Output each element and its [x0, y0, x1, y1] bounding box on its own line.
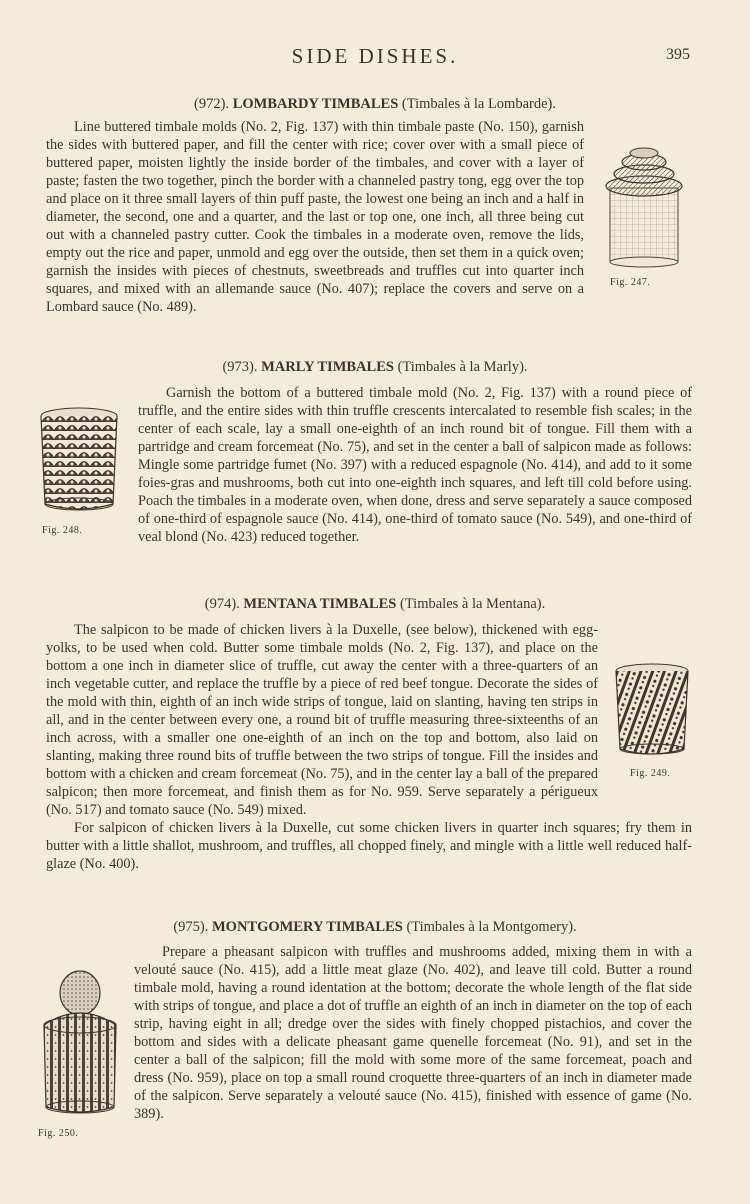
recipe-french-name: (Timbales à la Montgomery).: [406, 919, 577, 935]
figure-248: [30, 404, 128, 540]
recipe-paragraph: Prepare a pheasant salpicon with truffles and mushrooms added, mixing them in with a velouté sauce (No. 415), add a little meat glaze (No. 402), and leave till cold. Butter a round timbale mold, having a round identation at the bottom; decorate the whole length of the flat side with strips of tongue, and place a dot of truffle an eighth of an inch in diameter on the top of each strip, having eight in all; dredge over the sides with finely chopped pistachios, and cover the bottom and sides with a delicate pheasant game quenelle forcemeat (No. 91), and set in the center a ball of the salpicon; fill the mold with some more of the same forcemeat, poach and dress (No. 959), place on top a small round croquette three-quarters of an inch in diameter made of the salpicon. Serve separately a velouté sauce (No. 415), finished with essence of game (No. 389).: [134, 944, 692, 1122]
page-number: 395: [666, 46, 690, 63]
recipe-title-975: [0, 918, 750, 936]
recipe-name: MENTANA TIMBALES: [243, 596, 397, 612]
recipe-name: MONTGOMERY TIMBALES: [211, 919, 403, 935]
figure-caption: Fig. 250.: [38, 1128, 79, 1139]
timbale-lombardy-illustration: [596, 140, 692, 270]
recipe-paragraph: For salpicon of chicken livers à la Duxelle, cut some chicken livers in quarter inch squares; fry them in butter with a little shallot, mushroom, and truffles, all chopped finely, and mingle with a little well reduced half-glaze (No. 400).: [46, 820, 692, 872]
recipe-french-name: (Timbales à la Lombarde).: [401, 96, 556, 112]
recipe-body-973: [42, 384, 692, 546]
figure-caption: Fig. 247.: [610, 277, 651, 288]
recipe-body-972: [46, 118, 692, 316]
recipe-number: (975).: [173, 919, 209, 935]
timbale-marly-illustration: [30, 404, 128, 516]
recipe-name: LOMBARDY TIMBALES: [232, 96, 399, 112]
figure-247: [596, 140, 692, 290]
figure-249: [608, 661, 700, 783]
timbale-montgomery-illustration: [34, 967, 126, 1119]
recipe-french-name: (Timbales à la Mentana).: [400, 596, 546, 612]
recipe-paragraph: Garnish the bottom of a buttered timbale mold (No. 2, Fig. 137) with a round piece of truffle, and the entire sides with thin truffle crescents intercalated to resemble fish scales; in the center of each scale, lay a small one-eighth of an inch round bit of tongue. Fill them with a partridge and cream forcemeat (No. 75), and set in the center a ball of salpicon made as follows: Mingle some partridge fumet (No. 397) with a reduced espagnole (No. 414), and add to it some foies-gras and mushrooms, both cut into one-eighth inch squares, and left till cold before using. Poach the timbales in a moderate oven, when done, dress and serve separately a sauce composed of one-third of espagnole sauce (No. 414), one-third of tomato sauce (No. 549), and one-third of veal blond (No. 423) reduced together.: [138, 385, 692, 545]
figure-caption: Fig. 248.: [42, 525, 83, 536]
recipe-title-974: [0, 595, 750, 613]
recipe-paragraph: The salpicon to be made of chicken livers à la Duxelle, (see below), thickened with egg-yolks, to be used when cold. Butter some timbale molds (No. 2, Fig. 137), and place on the bottom a one inch in diameter slice of truffle, cut away the center with a three-quarters of an inch vegetable cutter, and replace the truffle by a piece of red beef tongue. Decorate the sides of the mold with thin, eighth of an inch wide strips of tongue, laid on slanting, having ten strips in all, and in the center between every one, a round bit of truffle measuring three-sixteenths of an inch across, with a smaller one one-eighth of an inch on the top and bottom, also laid on slanting, making three round bits of truffle between the two strips of tongue. Fill the insides and bottom with a chicken and cream forcemeat (No. 75), and in the center lay a ball of the prepared salpicon; then more forcemeat, and finish them as for No. 959. Serve separately a périgueux (No. 517) and tomato sauce (No. 549) mixed.: [46, 622, 598, 818]
recipe-french-name: (Timbales à la Marly).: [397, 359, 528, 375]
running-title: SIDE DISHES.: [291, 44, 459, 68]
recipe-name: MARLY TIMBALES: [261, 359, 394, 375]
figure-250: [34, 967, 126, 1143]
recipe-body-974: [46, 621, 692, 873]
recipe-number: (974).: [204, 596, 240, 612]
recipe-number: (972).: [194, 96, 230, 112]
figure-caption: Fig. 249.: [630, 768, 671, 779]
timbale-mentana-illustration: [608, 661, 696, 761]
recipe-number: (973).: [222, 359, 258, 375]
recipe-paragraph: Line buttered timbale molds (No. 2, Fig. 137) with thin timbale paste (No. 150), garnish the sides with buttered paper, and fill the center with rice; cover over with a small piece of buttered paper, moisten lightly the inside border of the timbales, and cover with a layer of paste; fasten the two together, pinch the border with a channeled pastry tong, egg over the top and place on it three small layers of thin puff paste, the lowest one being an inch and a half in diameter, the second, one and a quarter, and the last or top one, one inch, all three being cut out with a channeled pastry cutter. Cook the timbales in a moderate oven, remove the lids, empty out the rice and paper, unmold and egg over the outside, then set them in a quick oven; garnish the insides with pieces of chestnuts, sweetbreads and truffles cut into quarter inch squares, and mixed with an allemande sauce (No. 407); replace the covers and serve on a Lombard sauce (No. 489).: [46, 119, 584, 315]
recipe-body-975: [38, 943, 692, 1143]
recipe-title-973: [0, 358, 750, 376]
recipe-title-972: [0, 95, 750, 113]
